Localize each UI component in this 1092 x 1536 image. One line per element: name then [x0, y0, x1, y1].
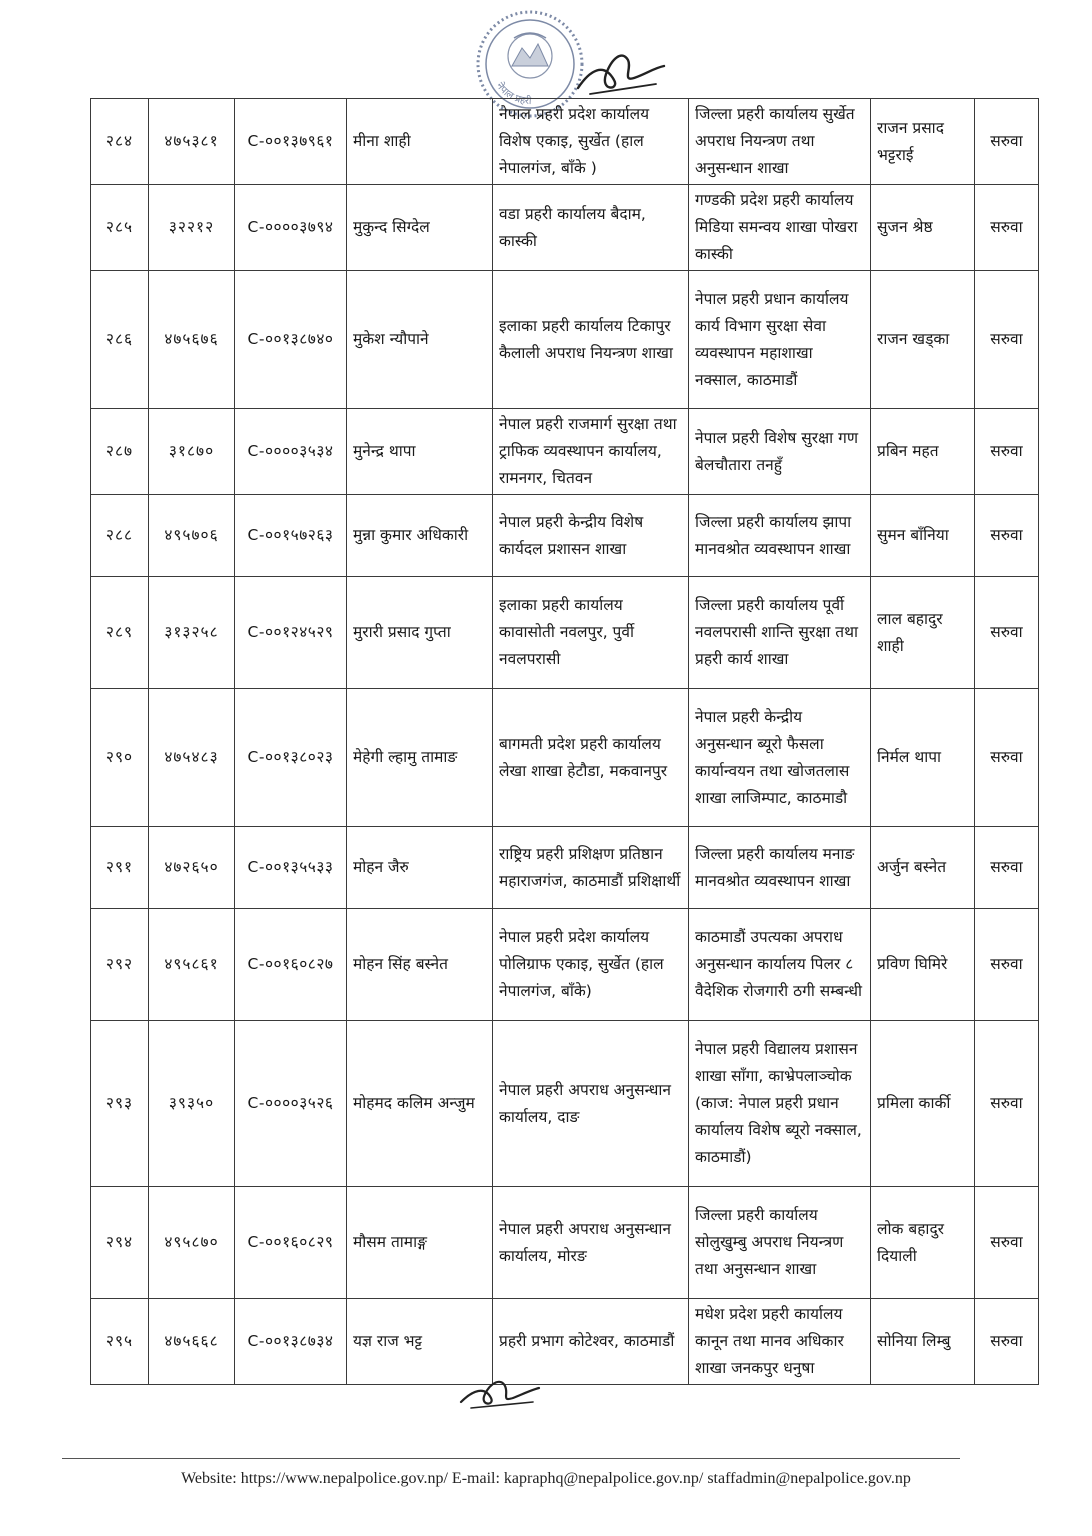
new-office: जिल्ला प्रहरी कार्यालय पूर्वी नवलपरासी शान्ति सुरक्षा तथा प्रहरी कार्य शाखा [689, 577, 871, 689]
table-row [91, 577, 1039, 689]
employee-code: C-००१६०८२७ [235, 909, 347, 1021]
employee-code: C-००१३८०२३ [235, 689, 347, 827]
employee-name: मोहन जैरु [347, 827, 493, 909]
current-office: राष्ट्रिय प्रहरी प्रशिक्षण प्रतिष्ठान महाराजगंज, काठमाडौं प्रशिक्षार्थी [493, 827, 689, 909]
employee-code: C-००००३५२६ [235, 1021, 347, 1187]
new-office: नेपाल प्रहरी केन्द्रीय अनुसन्धान ब्यूरो फैसला कार्यान्वयन तथा खोजतलास शाखा लाजिम्पाट, काठमाडौ [689, 689, 871, 827]
replacement-name: लोक बहादुर दियाली [871, 1187, 975, 1299]
footer-contact: Website: https://www.nepalpolice.gov.np/ E-mail: kapraphq@nepalpolice.gov.np/ staffadmin@nepalpolice.gov.np [181, 1470, 911, 1487]
serial-number: २८६ [91, 271, 149, 409]
serial-number: २८९ [91, 577, 149, 689]
serial-number: २९४ [91, 1187, 149, 1299]
employee-code: C-००१३८७४० [235, 271, 347, 409]
new-office: नेपाल प्रहरी विद्यालय प्रशासन शाखा साँगा, काभ्रेपलाञ्चोक (काज: नेपाल प्रहरी प्रधान कार्यालय विशेष ब्यूरो नक्साल, काठमाडौं) [689, 1021, 871, 1187]
replacement-name: प्रमिला कार्की [871, 1021, 975, 1187]
police-number: ३९३५० [149, 1021, 235, 1187]
current-office: नेपाल प्रहरी अपराध अनुसन्धान कार्यालय, दाङ [493, 1021, 689, 1187]
remark: सरुवा [975, 495, 1039, 577]
remark: सरुवा [975, 909, 1039, 1021]
police-number: ४७२६५० [149, 827, 235, 909]
remark: सरुवा [975, 409, 1039, 495]
serial-number: २८५ [91, 185, 149, 271]
new-office: जिल्ला प्रहरी कार्यालय सुर्खेत अपराध नियन्त्रण तथा अनुसन्धान शाखा [689, 99, 871, 185]
table-row [91, 185, 1039, 271]
employee-name: मौसम तामाङ्ग [347, 1187, 493, 1299]
footer-divider [62, 1458, 960, 1459]
employee-code: C-००००३७९४ [235, 185, 347, 271]
employee-code: C-००१२४५२९ [235, 577, 347, 689]
table-row [91, 1021, 1039, 1187]
serial-number: २९५ [91, 1299, 149, 1385]
remark: सरुवा [975, 271, 1039, 409]
new-office: नेपाल प्रहरी विशेष सुरक्षा गण बेलचौतारा तनहुँ [689, 409, 871, 495]
current-office: इलाका प्रहरी कार्यालय कावासोती नवलपुर, पुर्वी नवलपरासी [493, 577, 689, 689]
remark: सरुवा [975, 827, 1039, 909]
transfer-table [90, 98, 1039, 1385]
employee-name: मुनेन्द्र थापा [347, 409, 493, 495]
serial-number: २८७ [91, 409, 149, 495]
new-office: गण्डकी प्रदेश प्रहरी कार्यालय मिडिया समन्वय शाखा पोखरा कास्की [689, 185, 871, 271]
table-row [91, 827, 1039, 909]
employee-code: C-००१३७९६१ [235, 99, 347, 185]
police-number: ३१३२५८ [149, 577, 235, 689]
remark: सरुवा [975, 1021, 1039, 1187]
table-row [91, 495, 1039, 577]
table-row [91, 99, 1039, 185]
current-office: नेपाल प्रहरी प्रदेश कार्यालय पोलिग्राफ एकाइ, सुर्खेत (हाल नेपालगंज, बाँके) [493, 909, 689, 1021]
current-office: इलाका प्रहरी कार्यालय टिकापुर कैलाली अपराध नियन्त्रण शाखा [493, 271, 689, 409]
new-office: जिल्ला प्रहरी कार्यालय सोलुखुम्बु अपराध नियन्त्रण तथा अनुसन्धान शाखा [689, 1187, 871, 1299]
current-office: वडा प्रहरी कार्यालय बैदाम, कास्की [493, 185, 689, 271]
new-office: काठमाडौं उपत्यका अपराध अनुसन्धान कार्यालय पिलर ८ वैदेशिक रोजगारी ठगी सम्बन्धी [689, 909, 871, 1021]
police-number: ४७५६७६ [149, 271, 235, 409]
new-office: नेपाल प्रहरी प्रधान कार्यालय कार्य विभाग सुरक्षा सेवा व्यवस्थापन महाशाखा नक्साल, काठमाडौं [689, 271, 871, 409]
replacement-name: प्रविण घिमिरे [871, 909, 975, 1021]
employee-name: मुकेश न्यौपाने [347, 271, 493, 409]
replacement-name: अर्जुन बस्नेत [871, 827, 975, 909]
police-number: ४९५८६१ [149, 909, 235, 1021]
employee-name: मुरारी प्रसाद गुप्ता [347, 577, 493, 689]
current-office: प्रहरी प्रभाग कोटेश्वर, काठमाडौं [493, 1299, 689, 1385]
employee-name: मुकुन्द सिग्देल [347, 185, 493, 271]
police-number: ४७५३८१ [149, 99, 235, 185]
table-row [91, 409, 1039, 495]
remark: सरुवा [975, 1187, 1039, 1299]
employee-name: मीना शाही [347, 99, 493, 185]
police-number: ३१८७० [149, 409, 235, 495]
serial-number: २९१ [91, 827, 149, 909]
table-row [91, 909, 1039, 1021]
employee-name: मोहन सिंह बस्नेत [347, 909, 493, 1021]
serial-number: २९२ [91, 909, 149, 1021]
table-row [91, 689, 1039, 827]
employee-code: C-००१३५५३३ [235, 827, 347, 909]
current-office: नेपाल प्रहरी राजमार्ग सुरक्षा तथा ट्राफिक व्यवस्थापन कार्यालय, रामनगर, चितवन [493, 409, 689, 495]
serial-number: २९३ [91, 1021, 149, 1187]
remark: सरुवा [975, 577, 1039, 689]
current-office: नेपाल प्रहरी प्रदेश कार्यालय विशेष एकाइ, सुर्खेत (हाल नेपालगंज, बाँके ) [493, 99, 689, 185]
serial-number: २८८ [91, 495, 149, 577]
current-office: नेपाल प्रहरी केन्द्रीय विशेष कार्यदल प्रशासन शाखा [493, 495, 689, 577]
police-number: ४९५७०६ [149, 495, 235, 577]
serial-number: २९० [91, 689, 149, 827]
replacement-name: सुमन बाँनिया [871, 495, 975, 577]
remark: सरुवा [975, 689, 1039, 827]
signature-icon [570, 40, 670, 100]
employee-code: C-००१५७२६३ [235, 495, 347, 577]
police-number: ४७५६६८ [149, 1299, 235, 1385]
current-office: बागमती प्रदेश प्रहरी कार्यालय लेखा शाखा हेटौडा, मकवानपुर [493, 689, 689, 827]
employee-code: C-००१६०८२९ [235, 1187, 347, 1299]
police-number: ४७५४८३ [149, 689, 235, 827]
table-row [91, 271, 1039, 409]
employee-name: मुन्ना कुमार अधिकारी [347, 495, 493, 577]
table-row [91, 1187, 1039, 1299]
replacement-name: राजन प्रसाद भट्टराई [871, 99, 975, 185]
seal-text: नेपाल प्रहरी [493, 80, 532, 108]
table-row [91, 1299, 1039, 1385]
employee-name: यज्ञ राज भट्ट [347, 1299, 493, 1385]
replacement-name: निर्मल थापा [871, 689, 975, 827]
remark: सरुवा [975, 99, 1039, 185]
new-office: जिल्ला प्रहरी कार्यालय झापा मानवश्रोत व्यवस्थापन शाखा [689, 495, 871, 577]
replacement-name: लाल बहादुर शाही [871, 577, 975, 689]
police-number: ३२२१२ [149, 185, 235, 271]
employee-name: मेहेगी ल्हामु तामाङ [347, 689, 493, 827]
employee-code: C-००१३८७३४ [235, 1299, 347, 1385]
replacement-name: राजन खड्का [871, 271, 975, 409]
new-office: मधेश प्रदेश प्रहरी कार्यालय कानून तथा मानव अधिकार शाखा जनकपुर धनुषा [689, 1299, 871, 1385]
replacement-name: प्रबिन महत [871, 409, 975, 495]
employee-name: मोहमद कलिम अन्जुम [347, 1021, 493, 1187]
replacement-name: सुजन श्रेष्ठ [871, 185, 975, 271]
new-office: जिल्ला प्रहरी कार्यालय मनाङ मानवश्रोत व्यवस्थापन शाखा [689, 827, 871, 909]
replacement-name: सोनिया लिम्बु [871, 1299, 975, 1385]
police-number: ४९५८७० [149, 1187, 235, 1299]
remark: सरुवा [975, 185, 1039, 271]
current-office: नेपाल प्रहरी अपराध अनुसन्धान कार्यालय, मोरङ [493, 1187, 689, 1299]
employee-code: C-००००३५३४ [235, 409, 347, 495]
signature-icon [455, 1372, 545, 1412]
serial-number: २८४ [91, 99, 149, 185]
remark: सरुवा [975, 1299, 1039, 1385]
